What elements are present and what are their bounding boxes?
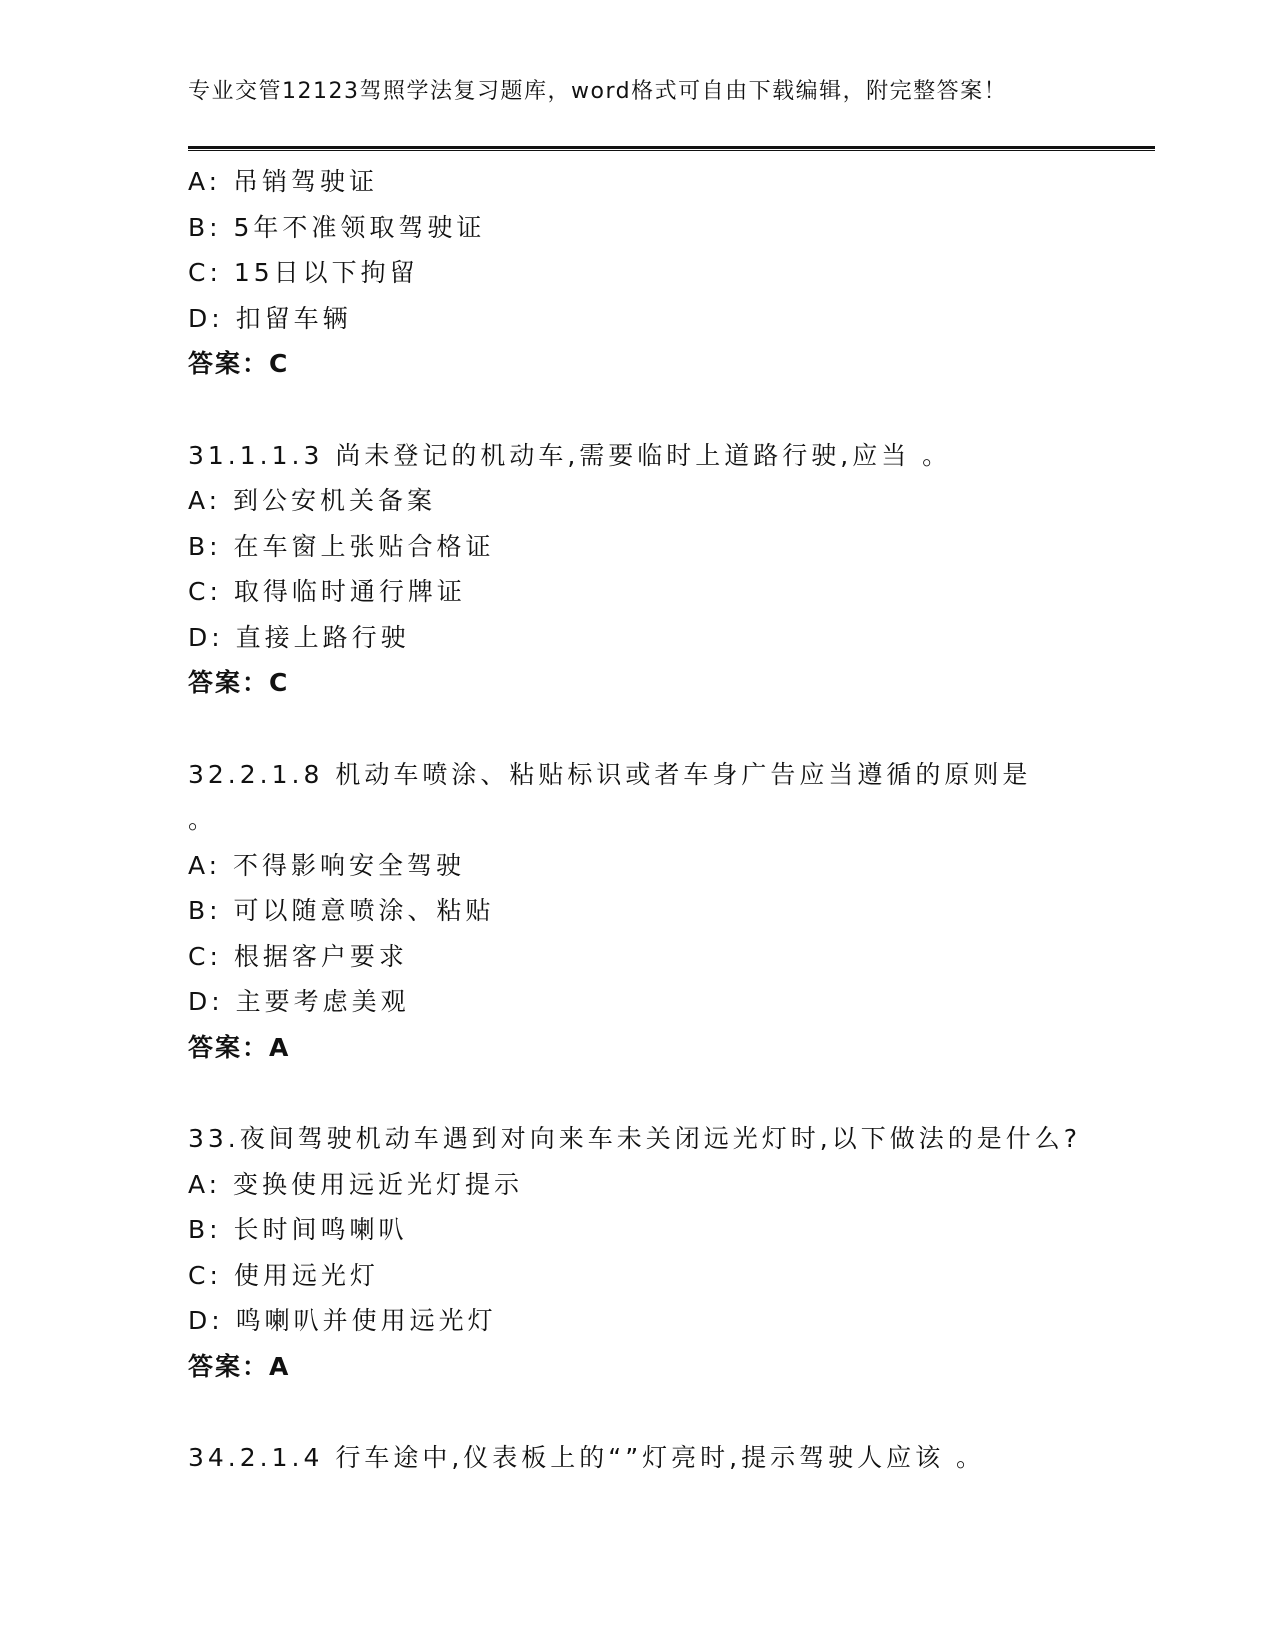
question-stem: 32.2.1.8 机动车喷涂、粘贴标识或者车身广告应当遵循的原则是 <box>188 759 1032 789</box>
question-31 <box>188 433 1148 706</box>
option-d: D: 直接上路行驶 <box>188 622 410 652</box>
question-stem: 34.2.1.4 行车途中,仪表板上的“”灯亮时,提示驾驶人应该 。 <box>188 1443 986 1472</box>
question-list <box>188 159 1148 1481</box>
question-30-continued <box>188 159 1148 387</box>
question-34 <box>188 1435 1148 1481</box>
option-b: B: 长时间鸣喇叭 <box>188 1215 408 1244</box>
question-stem-continued: 。 <box>188 805 218 834</box>
question-32 <box>188 752 1148 1071</box>
question-stem: 33.夜间驾驶机动车遇到对向来车未关闭远光灯时,以下做法的是什么? <box>188 1124 1081 1153</box>
option-c: C: 根据客户要求 <box>188 941 408 971</box>
answer: 答案：C <box>188 668 290 697</box>
option-d: D: 扣留车辆 <box>188 303 352 333</box>
question-stem: 31.1.1.3 尚未登记的机动车,需要临时上道路行驶,应当 。 <box>188 440 952 470</box>
question-33 <box>188 1116 1148 1389</box>
option-b: B: 5年不准领取驾驶证 <box>188 212 486 242</box>
option-a: A: 吊销驾驶证 <box>188 167 379 196</box>
option-b: B: 在车窗上张贴合格证 <box>188 531 495 561</box>
option-c: C: 使用远光灯 <box>188 1260 379 1290</box>
option-d: D: 鸣喇叭并使用远光灯 <box>188 1306 497 1335</box>
header-divider <box>188 146 1155 151</box>
answer: 答案：C <box>188 349 290 378</box>
option-d: D: 主要考虑美观 <box>188 987 410 1016</box>
answer: 答案：A <box>188 1032 291 1062</box>
option-a: A: 到公安机关备案 <box>188 486 437 515</box>
page-header: 专业交管12123驾照学法复习题库，word格式可自由下载编辑，附完整答案！ <box>188 79 1008 104</box>
option-a: A: 不得影响安全驾驶 <box>188 850 466 880</box>
answer: 答案：A <box>188 1351 291 1381</box>
option-b: B: 可以随意喷涂、粘贴 <box>188 896 495 925</box>
option-c: C: 取得临时通行牌证 <box>188 577 466 606</box>
option-c: C: 15日以下拘留 <box>188 258 419 287</box>
option-a: A: 变换使用远近光灯提示 <box>188 1169 524 1199</box>
